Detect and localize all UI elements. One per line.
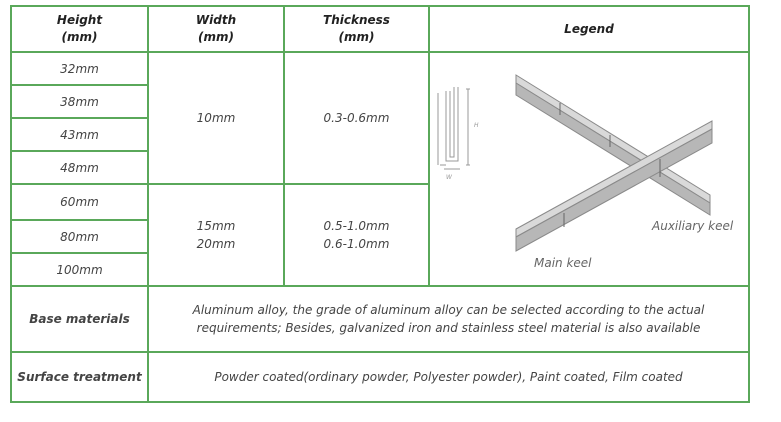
header-width: [148, 6, 284, 52]
height-cell: 100mm: [11, 253, 148, 286]
table-row: [11, 52, 749, 85]
header-width-unit: (mm): [198, 30, 234, 44]
header-thickness: [284, 6, 429, 52]
header-thickness-unit: (mm): [338, 30, 375, 44]
header-height-title: Height: [56, 13, 103, 27]
header-legend: Legend: [429, 6, 749, 52]
surface-treatment-row: [11, 352, 749, 402]
spec-table-wrapper: [10, 5, 748, 402]
base-materials-label: Base materials: [11, 286, 148, 352]
header-height-unit: (mm): [61, 30, 98, 44]
header-width-title: Width: [195, 13, 237, 27]
base-materials-line: requirements; Besides, galvanized iron and stainless steel material is also available: [196, 321, 701, 335]
height-cell: 60mm: [11, 184, 148, 220]
main-keel-label: Main keel: [534, 256, 592, 270]
profile-sketch-icon: [438, 87, 470, 169]
width-value: 20mm: [196, 237, 236, 251]
width-value: 15mm: [196, 219, 236, 233]
keel-diagram: [430, 53, 748, 285]
thickness-value: 0.6-1.0mm: [323, 237, 390, 251]
legend-cell: [429, 52, 749, 286]
auxiliary-keel-label: Auxiliary keel: [652, 219, 734, 233]
profile-w-label: W: [446, 174, 452, 181]
width-cell-group2: [148, 184, 284, 286]
spec-table: [10, 5, 750, 403]
height-cell: 43mm: [11, 118, 148, 151]
height-cell: 32mm: [11, 52, 148, 85]
height-cell: 48mm: [11, 151, 148, 184]
height-cell: 80mm: [11, 220, 148, 253]
width-cell-group1: 10mm: [148, 52, 284, 184]
thickness-cell-group2: [284, 184, 429, 286]
header-height: [11, 6, 148, 52]
surface-treatment-text: Powder coated(ordinary powder, Polyester powder), Paint coated, Film coated: [148, 352, 749, 402]
base-materials-line: Aluminum alloy, the grade of aluminum alloy can be selected according to the actual: [192, 303, 705, 317]
surface-treatment-label: Surface treatment: [11, 352, 148, 402]
base-materials-text: [148, 286, 749, 352]
height-cell: 38mm: [11, 85, 148, 118]
header-thickness-title: Thickness: [323, 13, 390, 27]
thickness-value: 0.5-1.0mm: [323, 219, 390, 233]
profile-h-label: H: [474, 122, 479, 129]
header-row: [11, 6, 749, 52]
base-materials-row: [11, 286, 749, 352]
thickness-cell-group1: 0.3-0.6mm: [284, 52, 429, 184]
